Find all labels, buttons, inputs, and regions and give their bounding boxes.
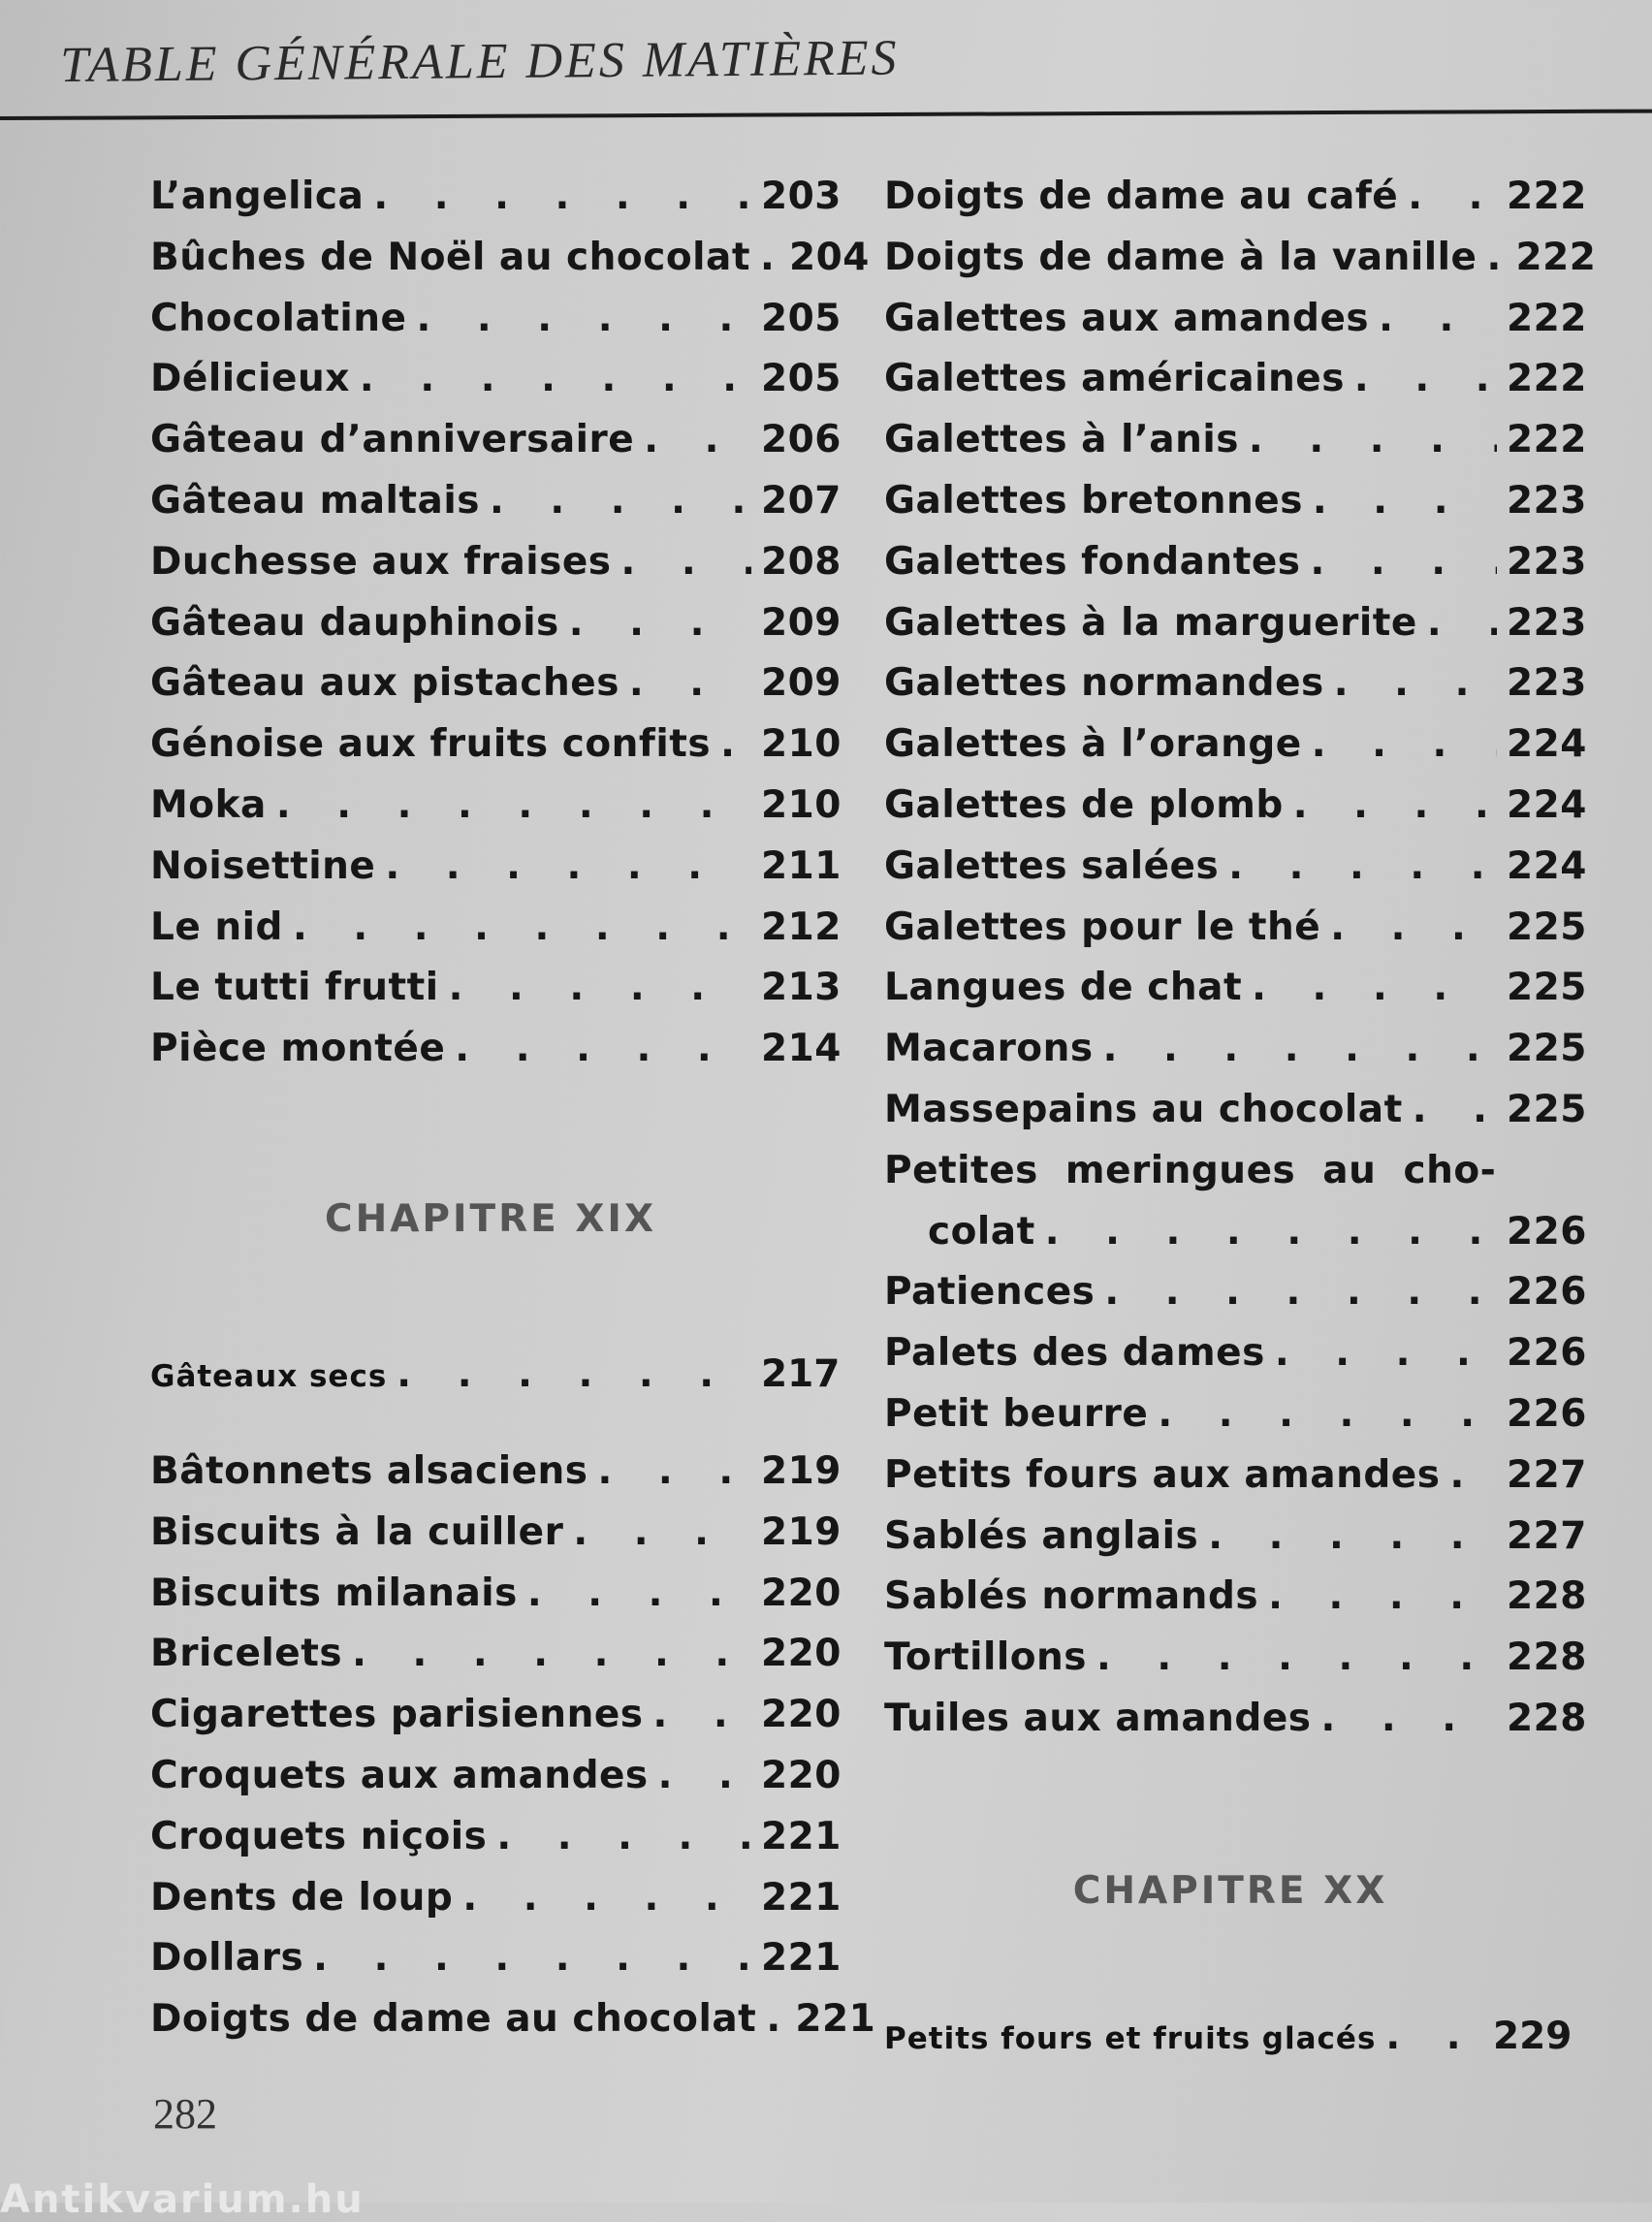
toc-entry[interactable] — [884, 1574, 1587, 1635]
toc-entry-title-cont: colat — [928, 1209, 1035, 1254]
toc-entry-title: Galettes normandes — [884, 661, 1324, 706]
toc-entry[interactable] — [884, 1696, 1587, 1758]
toc-entry-page: 226 — [1507, 1270, 1587, 1315]
toc-entry-title: Macarons — [884, 1027, 1094, 1071]
toc-entry-page: 225 — [1507, 905, 1587, 949]
toc-entry[interactable] — [150, 1632, 842, 1693]
toc-entry-title: Petites meringues au cho- — [884, 1148, 1497, 1192]
toc-entry-title: Sablés normands — [884, 1574, 1259, 1619]
toc-entry[interactable] — [150, 600, 842, 662]
toc-entry-title: Galettes à l’anis — [884, 418, 1239, 462]
dot-leader — [490, 479, 751, 523]
dot-leader — [621, 540, 751, 584]
dot-leader — [1045, 1210, 1497, 1254]
toc-entry-page: 226 — [1507, 1391, 1587, 1436]
dot-leader — [1311, 540, 1497, 584]
toc-entry-title: Tuiles aux amandes — [884, 1696, 1312, 1740]
dot-leader — [455, 1027, 751, 1070]
toc-entry[interactable] — [150, 1875, 842, 1937]
toc-list-top — [150, 175, 870, 1088]
section-title: Petits fours et fruits glacés — [884, 2021, 1377, 2056]
page-number: 282 — [153, 2090, 217, 2138]
dot-leader — [1354, 357, 1497, 400]
toc-entry-page: 222 — [1507, 296, 1587, 340]
toc-entry-page: 222 — [1515, 235, 1597, 279]
toc-entry[interactable] — [150, 478, 842, 540]
dot-leader — [1158, 1392, 1497, 1436]
toc-entry-page: 223 — [1507, 661, 1587, 706]
toc-entry-page: 209 — [761, 661, 842, 706]
dot-leader — [352, 1632, 751, 1675]
toc-entry-page: 220 — [761, 1571, 842, 1615]
toc-entry-title: Chocolatine — [150, 296, 407, 340]
dot-leader — [1104, 1270, 1497, 1314]
dot-leader — [598, 1449, 751, 1493]
toc-entry[interactable] — [150, 1753, 842, 1815]
toc-entry-page: 225 — [1507, 1027, 1587, 1071]
toc-entry[interactable] — [150, 296, 842, 358]
toc-list-bottom — [150, 1449, 876, 2058]
toc-entry-page: 227 — [1507, 1452, 1587, 1497]
dot-leader — [1334, 661, 1497, 705]
toc-entry-page: 228 — [1507, 1574, 1587, 1619]
toc-entry[interactable] — [150, 418, 842, 479]
toc-entry[interactable] — [884, 1513, 1587, 1575]
toc-entry-title: Bricelets — [150, 1632, 343, 1676]
toc-entry[interactable] — [884, 1635, 1587, 1697]
dot-leader — [1249, 418, 1497, 461]
section-entry-petits-fours[interactable] — [884, 2015, 1573, 2058]
toc-entry-page: 220 — [761, 1632, 842, 1676]
dot-leader — [1252, 966, 1497, 1009]
toc-entry-title: Dollars — [150, 1936, 304, 1981]
toc-entry-title: Doigts de dame au café — [884, 175, 1399, 218]
toc-entry-page: 212 — [761, 905, 842, 949]
toc-entry[interactable] — [884, 418, 1587, 479]
toc-entry-page: 219 — [761, 1509, 842, 1554]
toc-entry-title: Duchesse aux fraises — [150, 539, 612, 584]
toc-entry-page: 221 — [795, 1997, 876, 2042]
dot-leader — [1228, 844, 1497, 888]
toc-entry-title: Galettes pour le thé — [884, 905, 1321, 949]
dot-leader — [496, 1815, 751, 1858]
toc-entry[interactable] — [150, 175, 842, 236]
watermark: Antikvarium.hu — [0, 2177, 365, 2222]
toc-entry[interactable] — [884, 1391, 1587, 1453]
toc-entry-title: L’angelica — [150, 175, 365, 218]
section-entry-gateaux-secs[interactable] — [150, 1352, 841, 1396]
toc-entry[interactable] — [150, 966, 842, 1027]
toc-entry-title: Petit beurre — [884, 1391, 1149, 1436]
dot-leader — [569, 601, 751, 645]
dot-leader — [385, 844, 751, 888]
toc-entry-page: 223 — [1507, 539, 1587, 584]
dot-leader — [720, 722, 751, 766]
toc-entry[interactable] — [884, 782, 1587, 844]
toc-list — [884, 175, 1597, 1149]
dot-leader — [1385, 2015, 1483, 2058]
dot-leader — [462, 1876, 751, 1920]
toc-entry-title: Galettes bretonnes — [884, 478, 1303, 523]
dot-leader — [1408, 175, 1497, 218]
toc-entry-page: 221 — [761, 1875, 842, 1920]
toc-entry-page: 224 — [1507, 782, 1587, 827]
toc-entry-page: 222 — [1507, 357, 1587, 401]
toc-entry[interactable] — [884, 235, 1597, 297]
toc-entry-title: Galettes de plomb — [884, 782, 1284, 827]
toc-entry[interactable] — [150, 235, 870, 297]
section-page-number: 217 — [761, 1352, 841, 1396]
toc-entry-page: 220 — [761, 1753, 842, 1797]
toc-entry-page: 221 — [761, 1936, 842, 1981]
toc-entry-title: Biscuits milanais — [150, 1571, 518, 1615]
toc-entry-title: Galettes salées — [884, 843, 1220, 888]
dot-leader — [360, 357, 751, 400]
toc-entry-title: Croquets niçois — [150, 1814, 488, 1858]
dot-leader — [313, 1936, 751, 1980]
toc-entry-title: Délicieux — [150, 357, 350, 401]
toc-entry-title: Gâteau aux pistaches — [150, 661, 620, 706]
toc-entry-title: Galettes aux amandes — [884, 296, 1370, 340]
toc-entry[interactable] — [884, 1027, 1587, 1088]
toc-entry-wrapped[interactable] — [884, 1148, 1587, 1271]
toc-entry-title: Noisettine — [150, 843, 376, 888]
toc-entry-page: 205 — [761, 296, 842, 340]
toc-entry[interactable] — [150, 1693, 842, 1754]
dot-leader — [629, 661, 751, 705]
toc-entry-page: 219 — [761, 1449, 842, 1493]
toc-entry-page: 221 — [761, 1814, 842, 1858]
toc-list-after — [884, 1270, 1587, 1757]
dot-leader — [1330, 905, 1497, 949]
section-title: Gâteaux secs — [150, 1359, 388, 1394]
right-column — [884, 175, 1597, 2058]
left-column — [150, 175, 876, 2042]
toc-entry[interactable] — [884, 722, 1587, 783]
toc-entry[interactable] — [884, 1270, 1587, 1331]
dot-leader — [1321, 1697, 1498, 1740]
toc-entry-page: 207 — [761, 478, 842, 523]
toc-entry-title: Doigts de dame à la vanille — [884, 235, 1477, 279]
toc-entry-page: 211 — [761, 843, 842, 888]
dot-leader — [1096, 1635, 1497, 1679]
toc-entry-title: Palets des dames — [884, 1331, 1265, 1376]
dot-leader — [760, 236, 779, 279]
toc-entry-page: 224 — [1507, 843, 1587, 888]
toc-entry-page: 223 — [1507, 478, 1587, 523]
dot-leader — [573, 1510, 751, 1554]
toc-entry[interactable] — [150, 722, 842, 783]
toc-entry-page: 225 — [1507, 966, 1587, 1010]
dot-leader — [1313, 479, 1497, 523]
dot-leader — [293, 905, 751, 949]
toc-entry[interactable] — [150, 1814, 842, 1876]
toc-entry-page: 220 — [761, 1693, 842, 1737]
dot-leader — [658, 1754, 751, 1797]
toc-entry-page: 213 — [761, 966, 842, 1010]
toc-entry-line1 — [884, 1149, 1576, 1210]
dot-leader — [449, 966, 751, 1009]
toc-entry-title: Patiences — [884, 1270, 1096, 1315]
dot-leader — [653, 1693, 752, 1736]
toc-entry[interactable] — [150, 357, 842, 418]
toc-entry[interactable] — [884, 539, 1587, 601]
toc-entry[interactable] — [150, 843, 842, 905]
header-rule — [0, 110, 1652, 120]
toc-entry-page: 226 — [1507, 1331, 1587, 1376]
toc-entry-title: Petits fours aux amandes — [884, 1452, 1441, 1497]
toc-entry-title: Tortillons — [884, 1635, 1087, 1680]
dot-leader — [1379, 297, 1497, 340]
toc-entry[interactable] — [884, 1331, 1587, 1392]
dot-leader — [1208, 1514, 1497, 1558]
dot-leader — [1293, 783, 1497, 827]
toc-entry-page: 204 — [788, 235, 870, 279]
dot-leader — [1275, 1331, 1497, 1375]
toc-entry-page: 222 — [1507, 175, 1587, 218]
toc-entry[interactable] — [884, 843, 1587, 905]
toc-entry[interactable] — [884, 357, 1587, 418]
toc-entry-page: 228 — [1507, 1635, 1587, 1680]
toc-entry-page: 228 — [1507, 1696, 1587, 1740]
dot-leader — [1312, 722, 1497, 766]
toc-entry-title: Galettes fondantes — [884, 539, 1301, 584]
dot-leader — [527, 1571, 751, 1615]
toc-entry-page: 210 — [761, 722, 842, 767]
toc-entry-title: Doigts de dame au chocolat — [150, 1997, 757, 2042]
toc-entry-title: Gâteau maltais — [150, 478, 480, 523]
dot-leader — [417, 297, 751, 340]
toc-entry-page: 227 — [1507, 1513, 1587, 1558]
dot-leader — [1486, 236, 1506, 279]
toc-entry[interactable] — [150, 1936, 842, 1997]
chapter-heading-xx: CHAPITRE XX — [1072, 1869, 1388, 1913]
toc-entry-page: 224 — [1507, 722, 1587, 767]
dot-leader — [1103, 1027, 1497, 1070]
dot-leader — [1413, 1088, 1497, 1131]
toc-entry-title: Cigarettes parisiennes — [150, 1693, 644, 1737]
toc-entry-title: Moka — [150, 782, 267, 827]
toc-entry-title: Gâteau dauphinois — [150, 600, 559, 645]
toc-entry-title: Le tutti frutti — [150, 966, 439, 1010]
toc-entry[interactable] — [150, 539, 842, 601]
dot-leader — [1268, 1574, 1497, 1618]
toc-entry-page: 206 — [761, 418, 842, 462]
toc-entry[interactable] — [884, 905, 1587, 967]
toc-entry[interactable] — [150, 905, 842, 967]
toc-entry-page: 210 — [761, 782, 842, 827]
toc-entry[interactable] — [884, 1452, 1587, 1514]
toc-entry-page: 209 — [761, 600, 842, 645]
toc-entry-title: Bûches de Noël au chocolat — [150, 235, 750, 279]
dot-leader — [644, 418, 751, 461]
toc-entry-page: 214 — [761, 1027, 842, 1071]
toc-entry-title: Bâtonnets alsaciens — [150, 1449, 588, 1493]
dot-leader — [397, 1352, 751, 1396]
toc-entry-page: 223 — [1507, 600, 1587, 645]
toc-entry[interactable] — [150, 661, 842, 722]
toc-entry[interactable] — [150, 782, 842, 844]
toc-entry-title: Galettes à la marguerite — [884, 600, 1417, 645]
toc-entry[interactable] — [150, 1997, 876, 2058]
toc-entry-page: 203 — [761, 175, 842, 218]
toc-entry-title: Langues de chat — [884, 966, 1243, 1010]
toc-entry[interactable] — [150, 1509, 842, 1571]
toc-entry-title: Génoise aux fruits confits — [150, 722, 712, 767]
toc-entry-page: 222 — [1507, 418, 1587, 462]
toc-entry[interactable] — [884, 600, 1587, 662]
dot-leader — [373, 175, 751, 218]
dot-leader — [766, 1997, 785, 2041]
section-page-number: 229 — [1493, 2015, 1573, 2058]
toc-entry[interactable] — [884, 1087, 1587, 1149]
toc-entry-title: Biscuits à la cuiller — [150, 1509, 564, 1554]
page-header-title: TABLE GÉNÉRALE DES MATIÈRES — [60, 30, 900, 93]
toc-entry-page: 208 — [761, 539, 842, 584]
dot-leader — [1427, 601, 1497, 645]
toc-entry[interactable] — [150, 1571, 842, 1633]
toc-entry-title: Massepains au chocolat — [884, 1087, 1403, 1131]
toc-entry-title: Pièce montée — [150, 1027, 446, 1071]
toc-entry-title: Le nid — [150, 905, 283, 949]
toc-entry-title: Croquets aux amandes — [150, 1753, 649, 1797]
toc-entry[interactable] — [150, 1027, 842, 1088]
dot-leader — [276, 783, 751, 827]
toc-entry-line2 — [884, 1209, 1587, 1271]
toc-entry-page: 226 — [1507, 1209, 1587, 1254]
toc-entry[interactable] — [884, 478, 1587, 540]
toc-entry-title: Sablés anglais — [884, 1513, 1199, 1558]
toc-entry-title: Galettes américaines — [884, 357, 1345, 401]
toc-entry-title: Dents de loup — [150, 1875, 454, 1920]
toc-entry-page: 225 — [1507, 1087, 1587, 1131]
dot-leader — [1449, 1453, 1497, 1497]
toc-entry[interactable] — [884, 966, 1587, 1027]
toc-entry-page: 205 — [761, 357, 842, 401]
toc-entry[interactable] — [150, 1449, 842, 1510]
chapter-heading-xix: CHAPITRE XIX — [324, 1197, 657, 1241]
toc-entry[interactable] — [884, 296, 1587, 358]
toc-entry-title: Galettes à l’orange — [884, 722, 1302, 767]
toc-entry[interactable] — [884, 175, 1587, 236]
toc-entry-title: Gâteau d’anniversaire — [150, 418, 635, 462]
toc-entry[interactable] — [884, 661, 1587, 722]
